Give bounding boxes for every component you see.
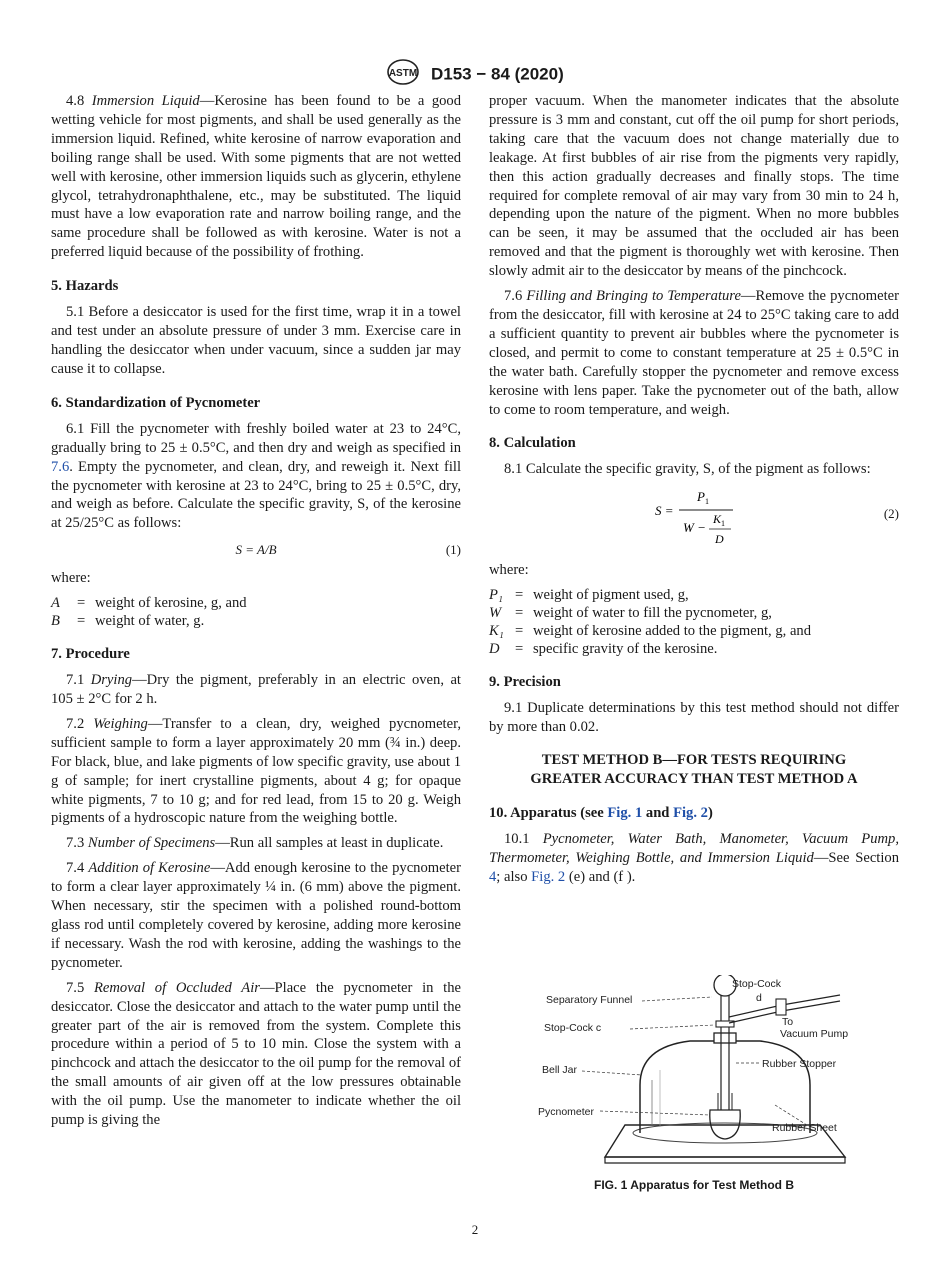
equation-2: S = P 1 W − K 1 D (2) <box>489 487 899 553</box>
figure-caption: FIG. 1 Apparatus for Test Method B <box>593 1178 794 1192</box>
apparatus-drawing <box>520 975 880 1175</box>
apparatus-figure <box>520 975 880 1175</box>
paragraph-7-5-continued: proper vacuum. When the manometer indicates that the absolute pressure is 3 mm and constant, cut off the oil pump for short periods, taking care that the vacuum does not change materially due to leakage. At first bubbles of air rise from the pigments very rapidly, then this action gradually decreases and finally stops. The time required for complete removal of air may vary from 30 min to 24 h, depending upon the nature of the pigment. When no more bubbles can be seen, it may be assumed that the occluded air has been removed and that the pigment is thoroughly wet with kerosine. Then slowly admit air to the desiccator by means of the pinchcock. <box>489 93 899 280</box>
svg-text:1: 1 <box>721 519 725 529</box>
svg-text:P: P <box>697 489 705 505</box>
label-separatory-funnel: Separatory Funnel <box>546 994 633 1006</box>
definition-row: D = specific gravity of the kerosine. <box>489 641 718 658</box>
heading-precision: 9. Precision <box>489 674 561 691</box>
equation-1: S = A/B (1) <box>235 542 461 558</box>
paragraph-6-1: 6.1 Fill the pycnometer with freshly boiled water at 23 to 24°C, gradually bring to 25 ± 0.5°C, and then dry and weigh as specified in 7.6. Empty the pycnometer, and clean, dry, and reweigh it. Next fill the pycnometer with kerosine at 23 to 24°C, bring to 25 ± 0.5°C, dry, and weigh as before. Calculate the specific gravity, S, of the kerosine at 25/25°C as follows: <box>51 420 461 532</box>
heading-hazards: 5. Hazards <box>51 278 119 295</box>
where-label-1: where: <box>51 570 91 587</box>
paragraph-7-3: 7.3 Number of Specimens—Run all samples at least in duplicate. <box>66 835 444 852</box>
paragraph-10-1: 10.1 Pycnometer, Water Bath, Manometer, Vacuum Pump, Thermometer, Weighing Bottle, and Immersion Liquid—See Section 4; also Fig. 2 (e) and (f ). <box>489 831 899 885</box>
document-code: D153 − 84 (2020) <box>430 64 564 84</box>
method-b-heading: TEST METHOD B—FOR TESTS REQUIRING GREATER ACCURACY THAN TEST METHOD A <box>530 752 858 788</box>
svg-text:K: K <box>713 512 722 527</box>
paragraph-8-1: 8.1 Calculate the specific gravity, S, of the pigment as follows: <box>504 461 871 478</box>
left-column <box>51 92 461 1136</box>
bell-jar <box>640 1041 810 1133</box>
label-rubber-stopper: Rubber Stopper <box>762 1058 837 1070</box>
label-pycnometer: Pycnometer <box>538 1106 595 1118</box>
svg-text:S =: S = <box>655 503 674 519</box>
page-number: 2 <box>471 1222 479 1237</box>
definition-row: W = weight of water to fill the pycnometer, g, <box>489 605 772 622</box>
definition-row: A = weight of kerosine, g, and <box>51 595 247 612</box>
where-label-2: where: <box>489 562 529 579</box>
right-column <box>489 92 899 893</box>
paragraph-7-2: 7.2 Weighing—Transfer to a clean, dry, weighed pycnometer, sufficient sample to form a layer approximately 20 mm (¾ in.) deep. For black, blue, and lake pigments of low specific gravity, use about 1 g of sample; for inert crystalline pigments, about 4 g; for opaque white pigments, 7 to 10 g; and for red lead, from 15 to 20 g. Weigh pigments of a hydroscopic nature from the weighing bottle. <box>51 715 461 827</box>
definition-row: K₁ = weight of kerosine added to the pigment, g, and <box>489 623 812 640</box>
definition-list-1 <box>51 594 461 630</box>
equation-2-formula <box>649 487 949 553</box>
link-fig-1[interactable]: Fig. 1 <box>607 805 643 822</box>
link-fig-2[interactable]: Fig. 2 <box>673 805 708 822</box>
astm-logo-icon <box>386 58 420 91</box>
definition-row: P₁ = weight of pigment used, g, <box>489 587 689 604</box>
link-7-6[interactable]: 7.6 <box>51 458 70 475</box>
svg-text:ASTM: ASTM <box>389 68 418 79</box>
label-d: d <box>756 992 762 1004</box>
page-header <box>0 58 950 91</box>
svg-text:1: 1 <box>705 497 709 507</box>
paragraph-5-1: 5.1 Before a desiccator is used for the first time, wrap it in a towel and test under an absolute pressure of under 3 mm. Exercise care in handling the desiccator when under vacuum, since a sudden jar may cause it to collapse. <box>51 304 461 377</box>
paragraph-7-4: 7.4 Addition of Kerosine—Add enough kerosine to the pycnometer to form a clear layer approximately ¼ in. (6 mm) above the pigment. When necessary, stir the specimen with a polished round-bottom glass rod until completely covered by kerosine, adding more kerosine if necessary. Wash the rod with kerosine, adding the washings to the pycnometer. <box>51 860 462 971</box>
link-section-4[interactable]: 4 <box>489 868 497 885</box>
definition-row: B = weight of water, g. <box>51 613 205 630</box>
label-stopcock-c: Stop-Cock c <box>544 1022 602 1034</box>
heading-standardization: 6. Standardization of Pycnometer <box>51 394 261 411</box>
label-stopcock-d: Stop-Cock <box>732 978 782 990</box>
paragraph-4-8: 4.8 Immersion Liquid—Kerosine has been found to be a good wetting vehicle for most pigments, and shall be used generally as the immersion liquid. Refined, white kerosine of narrow evaporation and boiling range shall be used. With some pigments that are not wetted well with kerosine, other immersion liquids such as glycerin, ethylene glycol, tetrahydronaphthalene, etc., may be substituted. The liquid must have a low evaporation rate and narrow boiling range, and the same procedure shall be followed as with kerosine. Water is not a preferred liquid because of the possibility of frothing. <box>51 93 462 261</box>
label-vacuum-pump: Vacuum Pump <box>780 1028 849 1040</box>
heading-apparatus: 10. Apparatus (see Fig. 1 and Fig. 2) <box>489 805 713 822</box>
label-to: To <box>782 1016 794 1028</box>
label-rubber-sheet: Rubber Sheet <box>772 1122 837 1134</box>
paragraph-9-1: 9.1 Duplicate determinations by this test method should not differ by more than 0.02. <box>489 700 899 736</box>
rubber-stopper <box>714 1033 736 1043</box>
link-fig-2-b[interactable]: Fig. 2 <box>531 868 566 885</box>
paragraph-7-6: 7.6 Filling and Bringing to Temperature—Remove the pycnometer from the desiccator, fill with kerosine at 24 to 25°C taking care to add a sufficient quantity to prevent air bubbles where the pycnometer is closed, and permit to come to constant temperature at 25 ± 0.5°C in the water bath. Carefully stopper the pycnometer and remove excess kerosine with lens paper. Take the pycnometer out of the bath, allow to come to room temperature, and weigh. <box>489 288 899 418</box>
heading-procedure: 7. Procedure <box>51 646 130 663</box>
label-bell-jar: Bell Jar <box>542 1064 578 1076</box>
paragraph-7-5: 7.5 Removal of Occluded Air—Place the pycnometer in the desiccator. Close the desiccator and attach to the water pump until the greater part of the air is removed from the system. Complete this procedure within a period of 5 to 10 min. Close the system with a pinchcock and attach the desiccator to the oil pump for the removal of the small amounts of air given off at the low pressures obtainable with the oil pump. Use the manometer to indicate whether the oil pump is giving the <box>51 979 461 1129</box>
definition-list-2 <box>489 586 899 658</box>
paragraph-7-1: 7.1 Drying—Dry the pigment, preferably in an electric oven, at 105 ± 2°C for 2 h. <box>51 672 461 708</box>
stopcock-d <box>776 999 786 1015</box>
heading-calculation: 8. Calculation <box>489 435 576 452</box>
svg-text:D: D <box>715 532 724 547</box>
svg-text:W −: W − <box>683 520 706 536</box>
